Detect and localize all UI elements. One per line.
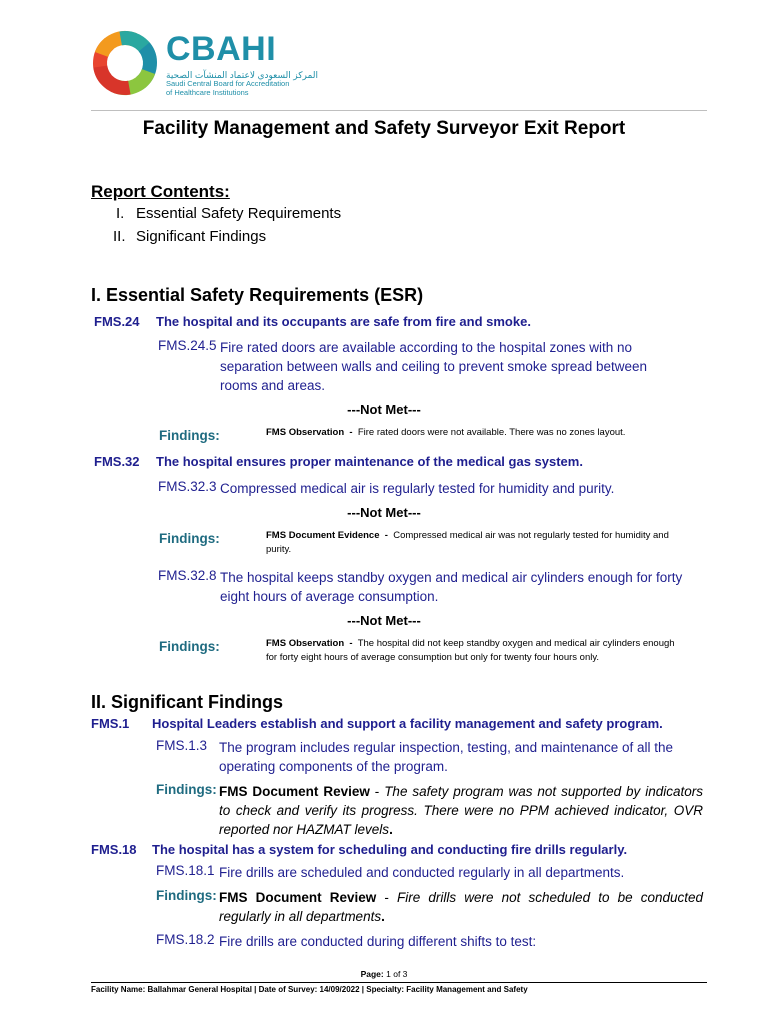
substandard-code: FMS.32.8 — [158, 568, 217, 583]
finding-end: . — [389, 822, 393, 837]
page-number-label: Page: — [360, 969, 384, 979]
finding-detail: Compressed medical air was not regularly tested for humidity and purity. — [266, 530, 669, 555]
finding-source: FMS Observation — [266, 638, 345, 649]
finding-text — [266, 529, 696, 557]
standard-code: FMS.1 — [91, 716, 130, 731]
brand-english-line-2: of Healthcare Institutions — [166, 88, 249, 97]
finding-source: FMS Document Review — [219, 784, 370, 799]
footer-divider — [91, 982, 707, 983]
substandard-text: Compressed medical air is regularly tested for humidity and purity. — [220, 481, 615, 496]
findings-label: Findings: — [156, 782, 217, 797]
standard-code: FMS.18 — [91, 842, 137, 857]
standard-code: FMS.32 — [94, 454, 140, 469]
cbahi-logo-icon — [91, 29, 159, 97]
finding-text — [219, 888, 703, 926]
substandard-code: FMS.32.3 — [158, 479, 217, 494]
brand-english-line-1: Saudi Central Board for Accreditation — [166, 79, 290, 88]
page-title: Facility Management and Safety Surveyor Exit Report — [142, 118, 626, 139]
substandard-code: FMS.1.3 — [156, 738, 208, 753]
finding-source: FMS Document Review — [219, 890, 377, 905]
toc-item-num: II. — [113, 228, 126, 245]
findings-label: Findings: — [159, 639, 220, 654]
finding-source: FMS Document Evidence — [266, 530, 380, 541]
finding-text — [219, 782, 703, 839]
substandard-text: The program includes regular inspection, testing, and maintenance of all the operating components of the program. — [219, 740, 674, 774]
finding-detail: The safety program was not supported by indicators to check and verify its progress. There were no PPM achieved indicator, OVR reported nor HAZMAT levels — [219, 784, 703, 837]
header-divider — [91, 110, 707, 111]
substandard-text: Fire rated doors are available according to the hospital zones with no separation between walls and ceiling to prevent smoke spread between rooms and areas. — [220, 340, 648, 393]
brand-name: CBAHI — [166, 30, 277, 68]
finding-detail: Fire drills were not scheduled to be conducted regularly in all departments — [219, 890, 704, 924]
substandard-code: FMS.18.2 — [156, 932, 215, 947]
finding-dash: - — [384, 530, 388, 541]
status-not-met: ---Not Met--- — [347, 613, 421, 628]
substandard-code: FMS.18.1 — [156, 863, 215, 878]
standard-code: FMS.24 — [94, 314, 140, 329]
substandard-text: The hospital keeps standby oxygen and medical air cylinders enough for forty eight hours of average consumption. — [220, 570, 683, 604]
status-not-met: ---Not Met--- — [347, 402, 421, 417]
finding-source: FMS Observation — [266, 427, 345, 438]
standard-text: The hospital has a system for scheduling and conducting fire drills regularly. — [152, 842, 628, 857]
finding-dash: - — [369, 784, 385, 799]
standard-text: The hospital and its occupants are safe from fire and smoke. — [156, 314, 531, 329]
finding-detail: Fire rated doors were not available. There was no zones layout. — [357, 427, 626, 438]
section-heading-esr: I. Essential Safety Requirements (ESR) — [91, 285, 424, 305]
finding-dash: - — [349, 638, 353, 649]
finding-end: . — [381, 909, 385, 924]
toc-item-num: I. — [116, 205, 125, 222]
finding-detail: The hospital did not keep standby oxygen and medical air cylinders enough for forty eight hours of average consumption but only for twenty four hours only. — [266, 638, 675, 663]
brand-arabic: المركز السعودي لاعتماد المنشآت الصحية — [166, 70, 318, 80]
findings-label: Findings: — [159, 531, 220, 546]
footer-info: Facility Name: Ballahmar General Hospital | Date of Survey: 14/09/2022 | Specialty: Facility Management and Safety — [91, 985, 528, 994]
brand-english — [166, 79, 306, 97]
toc-item-essential-safety[interactable]: Essential Safety Requirements — [136, 205, 342, 222]
contents-heading: Report Contents: — [91, 182, 230, 201]
finding-text — [266, 426, 706, 440]
standard-text: Hospital Leaders establish and support a facility management and safety program. — [152, 716, 663, 731]
finding-dash: - — [376, 890, 398, 905]
substandard-text: Fire drills are conducted during different shifts to test: — [219, 934, 537, 949]
section-heading-significant: II. Significant Findings — [91, 692, 283, 712]
toc-item-significant-findings[interactable]: Significant Findings — [136, 228, 267, 245]
substandard-code: FMS.24.5 — [158, 338, 217, 353]
findings-label: Findings: — [156, 888, 217, 903]
substandard-text: Fire drills are scheduled and conducted regularly in all departments. — [219, 865, 625, 880]
finding-dash: - — [349, 427, 353, 438]
finding-text — [266, 637, 686, 665]
page-number — [0, 969, 768, 979]
standard-text: The hospital ensures proper maintenance of the medical gas system. — [156, 454, 583, 469]
page-number-value: 1 of 3 — [386, 969, 408, 979]
findings-label: Findings: — [159, 428, 220, 443]
status-not-met: ---Not Met--- — [347, 505, 421, 520]
